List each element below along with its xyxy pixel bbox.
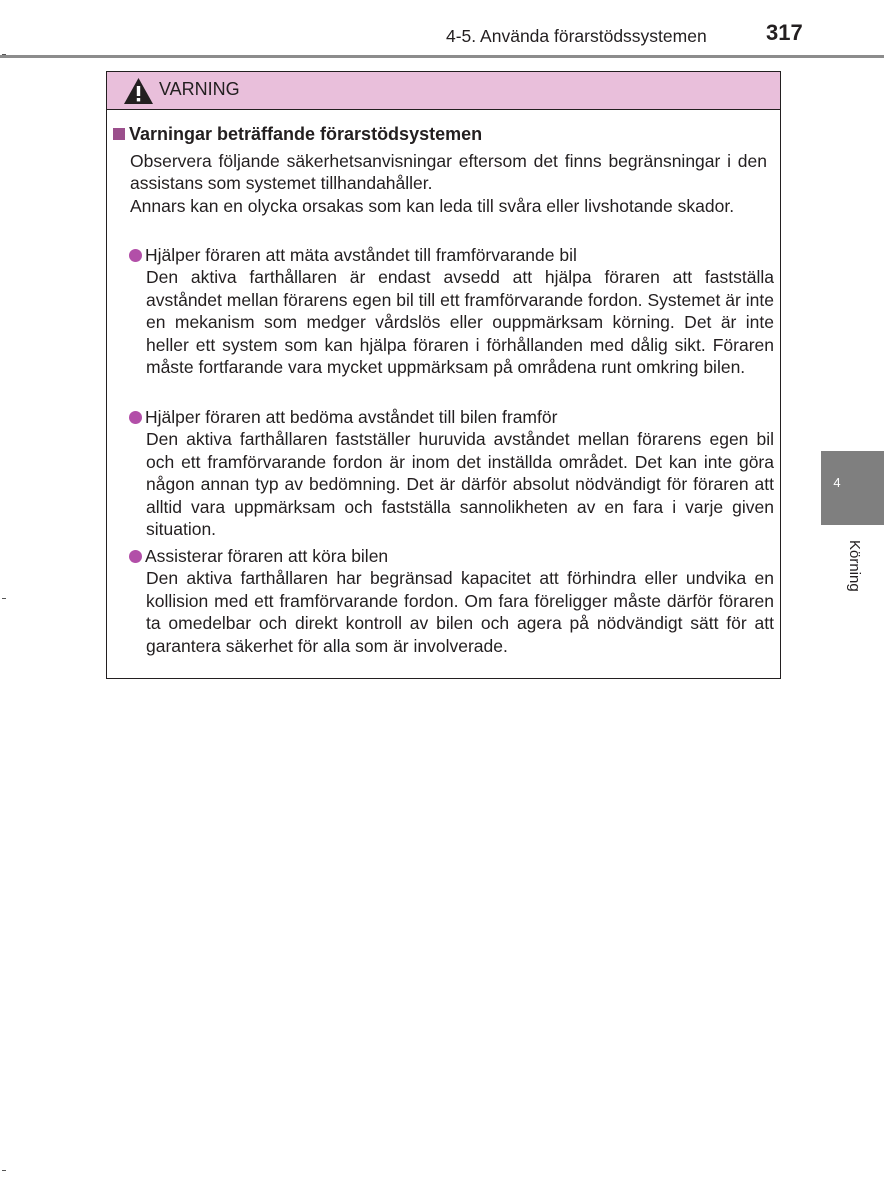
- intro-paragraph: Observera följande säkerhetsanvisningar eftersom det finns begränsningar i den assistans som systemet tillhandahåller.: [130, 151, 767, 194]
- round-bullet-icon: [129, 550, 142, 563]
- list-item: [129, 406, 774, 540]
- list-item-title-text: Hjälper föraren att mäta avståndet till framförvarande bil: [145, 245, 577, 265]
- chapter-tab: [821, 451, 884, 525]
- warning-heading-text: Varningar beträffande förarstödsystemen: [129, 124, 483, 144]
- list-item-body: Den aktiva farthållaren är endast avsedd att hjälpa föraren att fastställa avståndet mellan förarens egen bil till ett framförvarande fordon. Systemet är inte en mekanism som medger vårdslös eller ouppmärksam körning. Det är inte heller ett system som kan hjälpa föraren i förhållanden med dålig sikt. Föraren måste fortfarande vara mycket uppmärksam på områdena runt omkring bilen.: [146, 267, 774, 378]
- chapter-number: 4: [833, 475, 841, 490]
- round-bullet-icon: [129, 411, 142, 424]
- warning-label: VARNING: [159, 79, 240, 99]
- list-item-body: Den aktiva farthållaren fastställer huruvida avståndet mellan förarens egen bil och ett framförvarande fordon är inom det inställda området. Det kan inte göra någon annan typ av bedömning. Det är därför absolut nödvändigt för föraren att alltid vara uppmärksam och fastställa sannolikheten av en fara i varje given situation.: [146, 429, 774, 540]
- list-item-title: [129, 406, 774, 428]
- crop-mark: [2, 54, 6, 55]
- warning-box: [106, 71, 781, 679]
- crop-mark: [2, 598, 6, 599]
- header-divider: [0, 55, 884, 58]
- warning-triangle-icon: [123, 77, 154, 105]
- square-bullet-icon: [113, 128, 125, 140]
- list-item-title-text: Assisterar föraren att köra bilen: [145, 546, 389, 566]
- warning-header: [107, 72, 780, 110]
- section-title: 4-5. Använda förarstödssystemen: [446, 26, 707, 46]
- round-bullet-icon: [129, 249, 142, 262]
- list-item: [129, 244, 774, 378]
- list-item-body: Den aktiva farthållaren har begränsad kapacitet att förhindra eller undvika en kollision med ett framförvarande fordon. Om fara föreligger måste därför föraren ta omedelbar och direkt kontroll av bilen och agera på nödvändigt sätt för att garantera säkerhet för alla som är involverade.: [146, 568, 774, 656]
- list-item-title: [129, 545, 774, 567]
- list-item-title-text: Hjälper föraren att bedöma avståndet till bilen framför: [145, 407, 558, 427]
- chapter-name: Körning: [846, 540, 863, 592]
- crop-mark: [2, 1170, 6, 1171]
- intro-paragraph: Annars kan en olycka orsakas som kan leda till svåra eller livshotande skador.: [130, 195, 735, 216]
- page-number: 317: [766, 20, 803, 45]
- warning-heading: [113, 124, 482, 145]
- warning-intro: [130, 150, 767, 217]
- list-item: [129, 545, 774, 657]
- list-item-title: [129, 244, 774, 266]
